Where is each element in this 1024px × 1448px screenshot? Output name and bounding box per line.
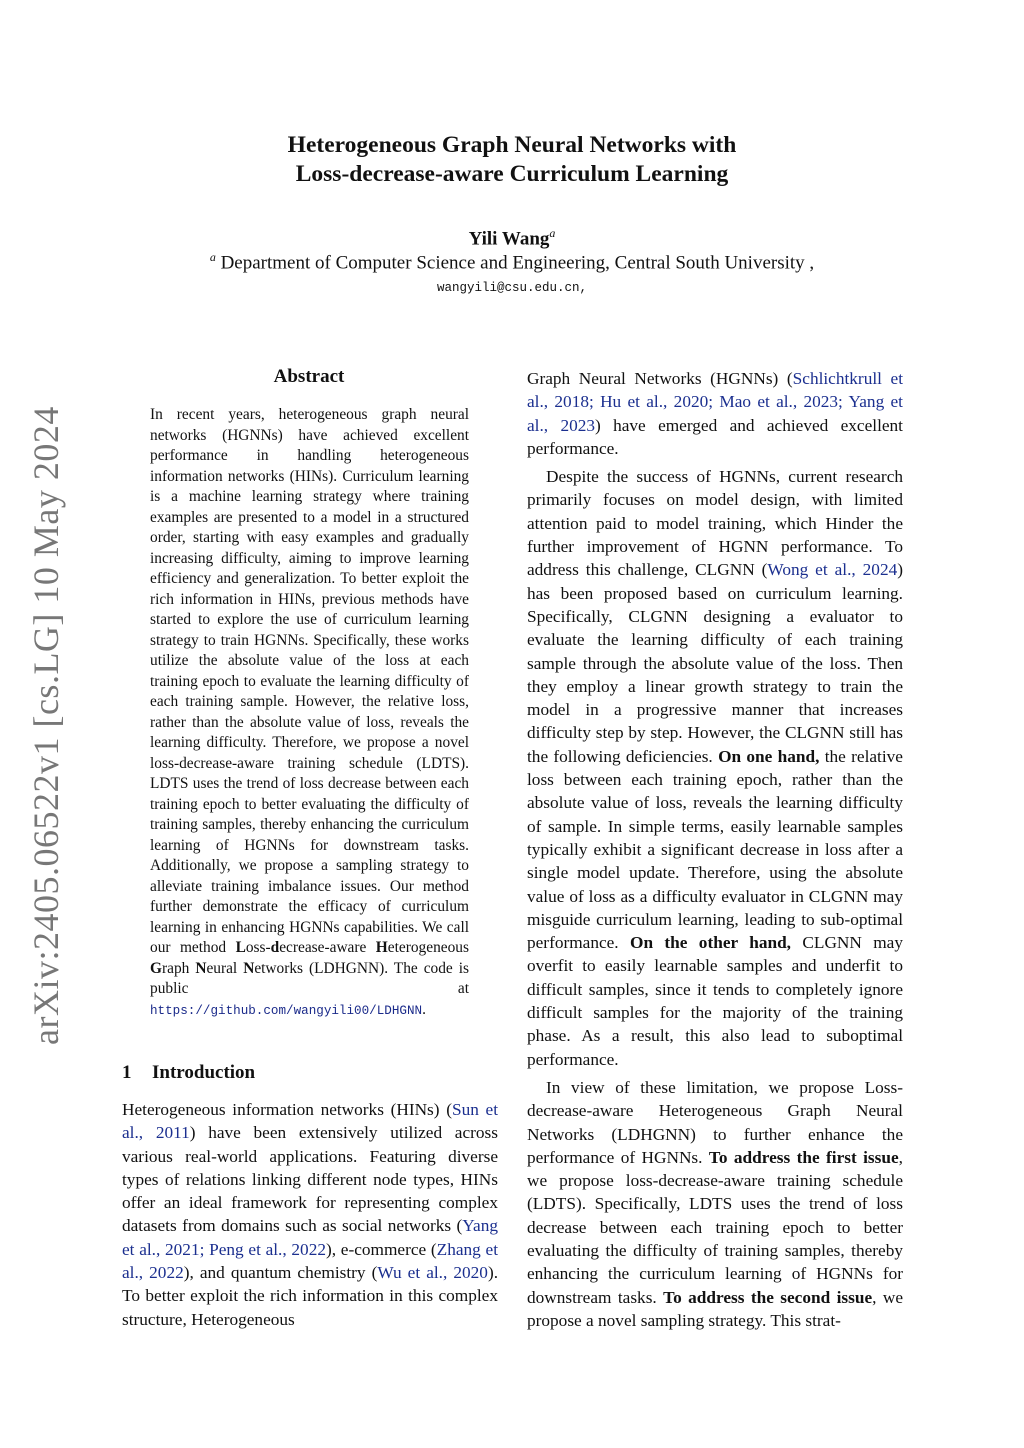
abstract-text: In recent years, heterogeneous graph neural networks (HGNNs) have achieved excellent performance in handling heterogeneous information networks (HINs). Curriculum learning is a machine learning strategy where training examples are presented to a model in a structured order, starting with easy examples and gradually increasing difficulty, aiming to improve learning efficiency and generalization. To better exploit the rich information in HINs, previous methods have started to explore the use of curriculum learning strategy to train HGNNs. Specifically, these works utilize the absolute value of the loss at each training epoch to evaluate the learning difficulty of each training sample. However, the relative loss, rather than the absolute value of loss, reveals the learning difficulty. Therefore, we propose a novel loss-decrease-aware training schedule (LDTS). LDTS uses the trend of loss decrease between each training epoch to better evaluating the difficulty of training samples, thereby enhancing the curriculum learning of HGNNs for downstream tasks. Additionally, we propose a sampling strategy to alleviate training imbalance issues. Our method further demonstrate the efficacy of curriculum learning in enhancing HGNNs capabilities. We call our method <box>150 406 469 956</box>
abstract-text: etworks (LDHGNN). The code is public at <box>150 959 469 997</box>
paragraph <box>527 367 903 460</box>
section-heading-introduction <box>122 1062 255 1084</box>
paragraph <box>122 1098 498 1331</box>
citation-link[interactable]: Sun et al., 2011 <box>122 1100 498 1143</box>
body-text: In view of these limitation, we propose Loss-decrease-aware Heterogeneous Graph Neural Networks (LDHGNN) to further enhance the performance of HGNNs. <box>527 1077 903 1167</box>
bold-phrase: On one hand, <box>718 746 820 766</box>
author-email[interactable]: wangyili@csu.edu.cn, <box>436 281 588 295</box>
citation-link[interactable]: Zhang et al., 2022 <box>122 1239 498 1283</box>
body-text: CLGNN may overfit to easily learnable samples and underfit to difficult samples, since it tends to completely ignore difficult samples for the majority of the training phase. As a result, this also lead to suboptimal performance. <box>527 933 903 1069</box>
body-text: , we propose loss-decrease-aware training schedule (LDTS). Specifically, LDTS uses the trend of loss decrease between each training epoch to better evaluating the difficulty of training samples, thereby enhancing the curriculum learning of HGNNs for downstream tasks. <box>527 1147 903 1307</box>
body-text: ). To better exploit the rich information in this complex structure, Heterogeneous <box>122 1263 499 1329</box>
body-text: ), and quantum chemistry ( <box>183 1263 378 1283</box>
title-line-2: Loss-decrease-aware Curriculum Learning <box>295 161 729 187</box>
bold-phrase: To address the first issue <box>708 1147 899 1167</box>
body-text: the relative loss between each training epoch, rather than the absolute value of loss, reveals the learning difficulty of sample. In simple terms, easily learnable samples typically exhibit a significant decrease in loss after a single model update. Therefore, using the absolute value of loss as a difficulty evaluator in CLGNN may misguide curriculum learning, leading to sub-optimal performance. <box>527 746 903 953</box>
affiliation-text: Department of Computer Science and Engineering, Central South University , <box>220 252 815 274</box>
code-url-link[interactable]: https://github.com/wangyili00/LDHGNN <box>150 1003 423 1018</box>
author-superscript: a <box>549 226 556 240</box>
author <box>212 226 812 250</box>
paper-title <box>212 131 812 189</box>
paragraph <box>527 1076 903 1332</box>
acronym-letter: N <box>195 959 207 977</box>
abstract-heading: Abstract <box>273 366 345 387</box>
abstract-body <box>150 405 469 1021</box>
bold-phrase: On the other hand, <box>630 933 791 953</box>
body-text: ) have been extensively utilized across various real-world applications. Featuring diverse types of relations linking different node types, HINs offer an ideal framework for representing complex datasets from domains such as social networks ( <box>122 1123 498 1236</box>
section-title: Introduction <box>152 1062 256 1083</box>
section-number: 1 <box>122 1062 132 1083</box>
paragraph <box>527 465 903 1071</box>
abstract-text: eural <box>206 959 244 977</box>
abstract-text: raph <box>161 959 196 977</box>
right-column-text <box>527 367 903 1337</box>
abstract-text: . <box>422 1000 426 1018</box>
body-text: ), e-commerce ( <box>325 1239 437 1259</box>
abstract-text: oss- <box>245 939 271 956</box>
arxiv-identifier: arXiv:2405.06522v1 [cs.LG] 10 May 2024 <box>26 406 66 1045</box>
acronym-letter: d <box>270 939 280 956</box>
acronym-letter: N <box>243 959 255 977</box>
citation-link[interactable]: Schlichtkrull et al., 2018; Hu et al., 2020; Mao et al., 2023; Yang et al., 2023 <box>527 369 903 435</box>
body-text: Despite the success of HGNNs, current research primarily focuses on model design, with limited attention paid to model training, which Hinder the further improvement of HGNN performance. To address this challenge, CLGNN ( <box>527 467 903 580</box>
bold-phrase: To address the second issue <box>663 1287 873 1307</box>
affiliation <box>120 250 904 274</box>
acronym-letter: H <box>375 939 388 956</box>
body-text: Heterogeneous information networks (HINs) ( <box>122 1100 452 1119</box>
acronym-letter: G <box>150 959 162 977</box>
affiliation-superscript: a <box>209 250 216 264</box>
citation-link[interactable]: Yang et al., 2021; Peng et al., 2022 <box>122 1216 498 1259</box>
title-line-1: Heterogeneous Graph Neural Networks with <box>287 132 737 158</box>
left-column-text <box>122 1098 498 1336</box>
abstract-text: eterogeneous <box>387 939 469 956</box>
acronym-letter: L <box>235 939 246 956</box>
abstract-text: ecrease-aware <box>279 939 376 956</box>
citation-link[interactable]: Wong et al., 2024 <box>767 560 898 580</box>
citation-link[interactable]: Wu et al., 2020 <box>377 1263 488 1283</box>
author-name: Yili Wang <box>468 228 550 250</box>
body-text: , we propose a novel sampling strategy. This strat- <box>527 1287 904 1330</box>
body-text: ) have emerged and achieved excellent performance. <box>527 415 903 458</box>
body-text: ) has been proposed based on curriculum learning. Specifically, CLGNN designing a evaluator to evaluate the learning difficulty of each training sample through the absolute value of the loss. Then they employ a linear growth strategy to train the model in a progressive manner that increases difficulty step by step. However, the CLGNN still has the following deficiencies. <box>527 560 903 766</box>
body-text: Graph Neural Networks (HGNNs) ( <box>527 369 793 388</box>
